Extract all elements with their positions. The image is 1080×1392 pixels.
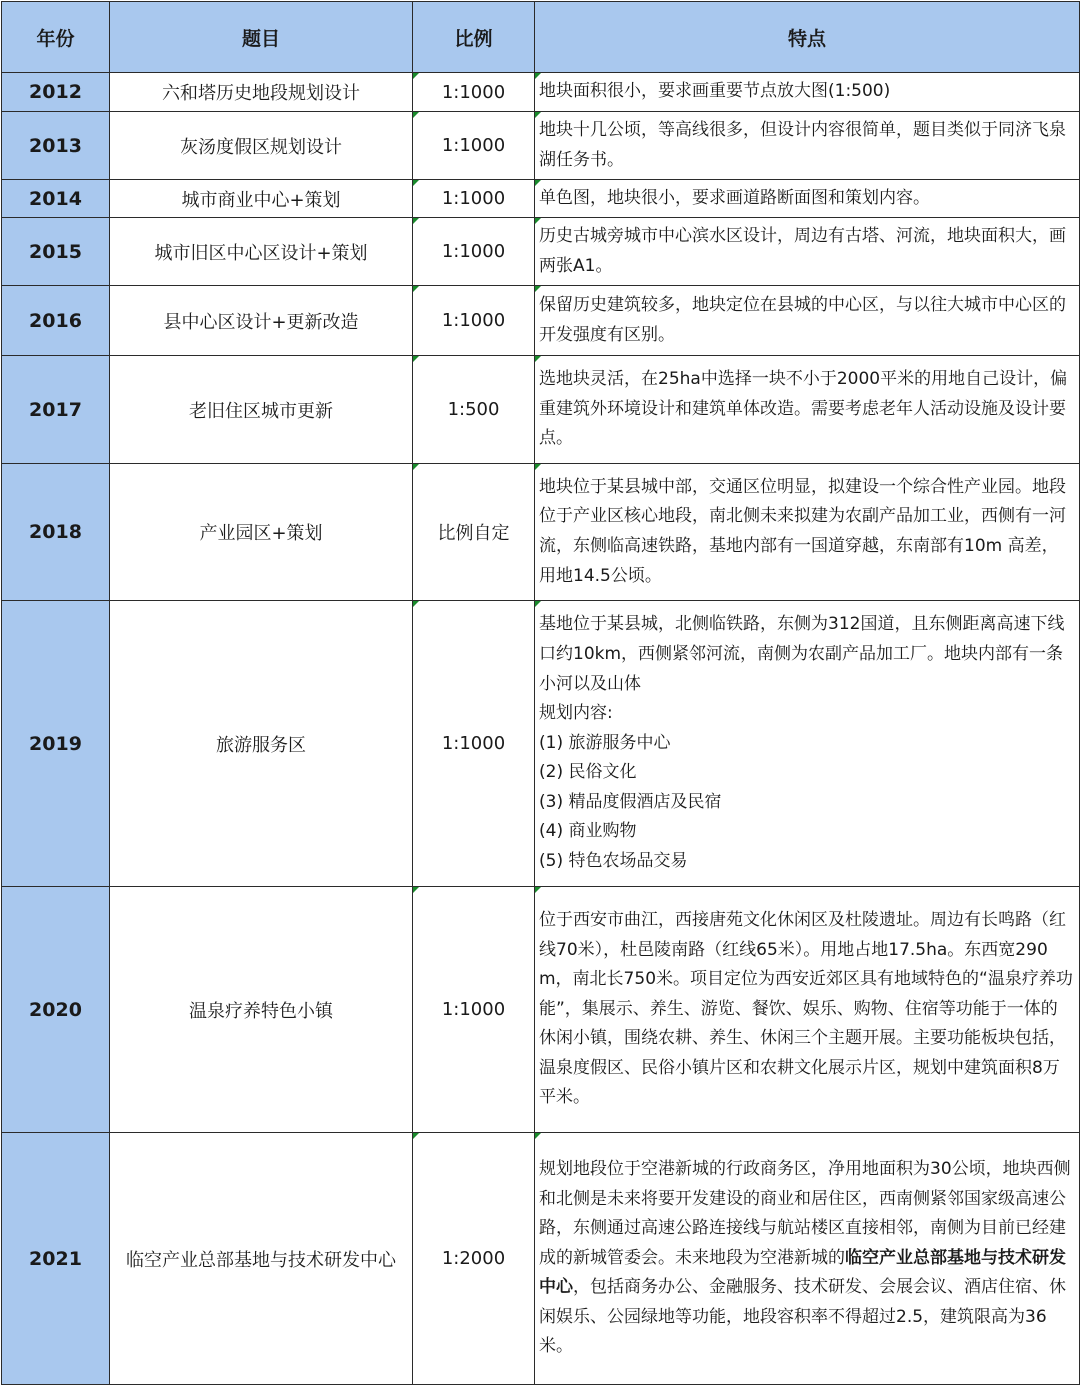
table-row: [2, 180, 1080, 218]
exam-topics-table: [1, 1, 1080, 1385]
year-cell: 2012: [2, 73, 110, 112]
feature-text: 地块十几公顷，等高线很多，但设计内容很简单，题目类似于同济飞泉湖任务书。: [539, 119, 1066, 170]
scale-cell: [413, 1133, 535, 1385]
title-cell: [110, 887, 413, 1133]
feature-cell: [535, 218, 1080, 286]
cell-marker-icon: [413, 180, 419, 186]
feature-text: 位于西安市曲江，西接唐苑文化休闲区及杜陵遗址。周边有长鸣路（红线70米），杜邑陵南路（红线65米）。用地占地17.5ha。东西宽290m，南北长750米。项目定位为西安近郊区具有地域特色的“温泉疗养功能”，集展示、养生、游览、餐饮、娱乐、购物、住宿等功能于一体的休闲小镇，围绕农耕、养生、休闲三个主题开展。主要功能板块包括，温泉度假区、民俗小镇片区和农耕文化展示片区，规划中建筑面积8万平米。: [539, 909, 1073, 1108]
title-cell: [110, 218, 413, 286]
cell-marker-icon: [413, 601, 419, 607]
scale-text: 比例自定: [437, 523, 510, 544]
cell-marker-icon: [535, 218, 541, 224]
year-cell: 2021: [2, 1133, 110, 1385]
feature-line: (5) 特色农场品交易: [539, 851, 688, 872]
feature-text-post: ，包括商务办公、金融服务、技术研发、会展会议、酒店住宿、休闲娱乐、公园绿地等功能，地段容积率不得超过2.5，建筑限高为36米。: [539, 1277, 1066, 1357]
cell-marker-icon: [413, 887, 419, 893]
scale-text: 1:1000: [441, 733, 506, 754]
feature-text: 基地位于某县城，北侧临铁路，东侧为312国道，且东侧距离高速下线口约10km，西侧紧邻河流，南侧为农副产品加工厂。地块内部有一条小河以及山体: [539, 614, 1065, 694]
year-cell: 2019: [2, 601, 110, 887]
cell-marker-icon: [413, 73, 419, 79]
header-year: 年份: [2, 2, 110, 73]
year-cell: 2017: [2, 356, 110, 464]
scale-text: 1:1000: [441, 241, 506, 262]
feature-text: 地块面积很小，要求画重要节点放大图(1:500): [539, 81, 891, 102]
table-row: [2, 887, 1080, 1133]
feature-line: (4) 商业购物: [539, 821, 637, 842]
year-cell: 2013: [2, 112, 110, 180]
table-row: [2, 218, 1080, 286]
feature-text-bold: 临空产业总部基地与技术研发中心: [539, 1247, 1066, 1298]
cell-marker-icon: [535, 73, 541, 79]
title-text: 灰汤度假区规划设计: [180, 136, 342, 158]
scale-text: 1:500: [447, 399, 500, 420]
cell-marker-icon: [535, 1133, 541, 1139]
title-cell: [110, 464, 413, 601]
title-text: 县中心区设计+更新改造: [163, 311, 359, 333]
feature-cell: [535, 887, 1080, 1133]
table-row: [2, 601, 1080, 887]
title-cell: [110, 601, 413, 887]
cell-marker-icon: [413, 112, 419, 118]
title-cell: [110, 356, 413, 464]
table-row: [2, 286, 1080, 356]
cell-marker-icon: [535, 180, 541, 186]
title-cell: [110, 1133, 413, 1385]
cell-marker-icon: [535, 356, 541, 362]
feature-line: (3) 精品度假酒店及民宿: [539, 791, 722, 812]
cell-marker-icon: [413, 286, 419, 292]
cell-marker-icon: [535, 601, 541, 607]
scale-cell: [413, 286, 535, 356]
feature-cell: [535, 180, 1080, 218]
cell-marker-icon: [535, 464, 541, 470]
year-cell: 2018: [2, 464, 110, 601]
feature-cell: [535, 112, 1080, 180]
title-text: 六和塔历史地段规划设计: [162, 83, 360, 104]
cell-marker-icon: [535, 286, 541, 292]
table-row: [2, 112, 1080, 180]
feature-text: 地块位于某县城中部，交通区位明显，拟建设一个综合性产业园。地段位于产业区核心地段，南北侧未来拟建为农副产品加工业，西侧有一河流，东侧临高速铁路，基地内部有一国道穿越，东南部有10m 高差，用地14.5公顷。: [539, 476, 1066, 586]
feature-cell: [535, 601, 1080, 887]
title-text: 温泉疗养特色小镇: [189, 1000, 333, 1022]
cell-marker-icon: [413, 356, 419, 362]
feature-line: 规划内容:: [539, 703, 613, 724]
scale-text: 1:1000: [441, 135, 506, 156]
scale-cell: [413, 356, 535, 464]
feature-cell: [535, 286, 1080, 356]
scale-text: 1:1000: [441, 188, 506, 209]
feature-text: 单色图，地块很小，要求画道路断面图和策划内容。: [539, 187, 930, 208]
scale-cell: [413, 73, 535, 112]
title-text: 临空产业总部基地与技术研发中心: [126, 1249, 396, 1271]
feature-cell: [535, 73, 1080, 112]
feature-text: 选地块灵活，在25ha中选择一块不小于2000平米的用地自己设计，偏重建筑外环境设计和建筑单体改造。需要考虑老年人活动设施及设计要点。: [539, 369, 1068, 449]
year-cell: 2020: [2, 887, 110, 1133]
table-row: [2, 73, 1080, 112]
title-text: 老旧住区城市更新: [189, 400, 333, 422]
header-title: 题目: [110, 2, 413, 73]
feature-cell: [535, 356, 1080, 464]
feature-line: (1) 旅游服务中心: [539, 732, 671, 753]
feature-cell: [535, 464, 1080, 601]
title-text: 城市商业中心+策划: [181, 189, 341, 211]
feature-text: 保留历史建筑较多，地块定位在县城的中心区，与以往大城市中心区的开发强度有区别。: [539, 294, 1066, 345]
table-row: [2, 464, 1080, 601]
feature-text: 历史古城旁城市中心滨水区设计，周边有古塔、河流，地块面积大，画两张A1。: [539, 225, 1066, 276]
scale-cell: [413, 601, 535, 887]
cell-marker-icon: [413, 464, 419, 470]
header-feature: 特点: [535, 2, 1080, 73]
header-scale: 比例: [413, 2, 535, 73]
scale-cell: [413, 112, 535, 180]
scale-cell: [413, 180, 535, 218]
scale-text: 1:1000: [441, 310, 506, 331]
scale-cell: [413, 464, 535, 601]
title-text: 旅游服务区: [216, 734, 306, 756]
title-cell: [110, 286, 413, 356]
feature-line: (2) 民俗文化: [539, 762, 637, 783]
table-row: [2, 1133, 1080, 1385]
scale-text: 1:2000: [441, 1248, 506, 1269]
title-cell: [110, 112, 413, 180]
table-row: [2, 356, 1080, 464]
cell-marker-icon: [413, 1133, 419, 1139]
title-text: 产业园区+策划: [199, 523, 323, 544]
cell-marker-icon: [413, 218, 419, 224]
feature-cell: [535, 1133, 1080, 1385]
cell-marker-icon: [535, 887, 541, 893]
feature-text-pre: 规划地段位于空港新城的行政商务区，净用地面积为30公顷，地块西侧和北侧是未来将要开发建设的商业和居住区，西南侧紧邻国家级高速公路，东侧通过高速公路连接线与航站楼区直接相邻，南侧为目前已经建成的新城管委会。未来地段为空港新城的: [539, 1158, 1071, 1268]
year-cell: 2014: [2, 180, 110, 218]
year-cell: 2016: [2, 286, 110, 356]
year-cell: 2015: [2, 218, 110, 286]
scale-cell: [413, 887, 535, 1133]
title-text: 城市旧区中心区设计+策划: [154, 242, 368, 264]
scale-text: 1:1000: [441, 999, 506, 1020]
cell-marker-icon: [535, 112, 541, 118]
title-cell: [110, 73, 413, 112]
header-row: [2, 2, 1080, 73]
scale-text: 1:1000: [441, 81, 506, 103]
scale-cell: [413, 218, 535, 286]
title-cell: [110, 180, 413, 218]
